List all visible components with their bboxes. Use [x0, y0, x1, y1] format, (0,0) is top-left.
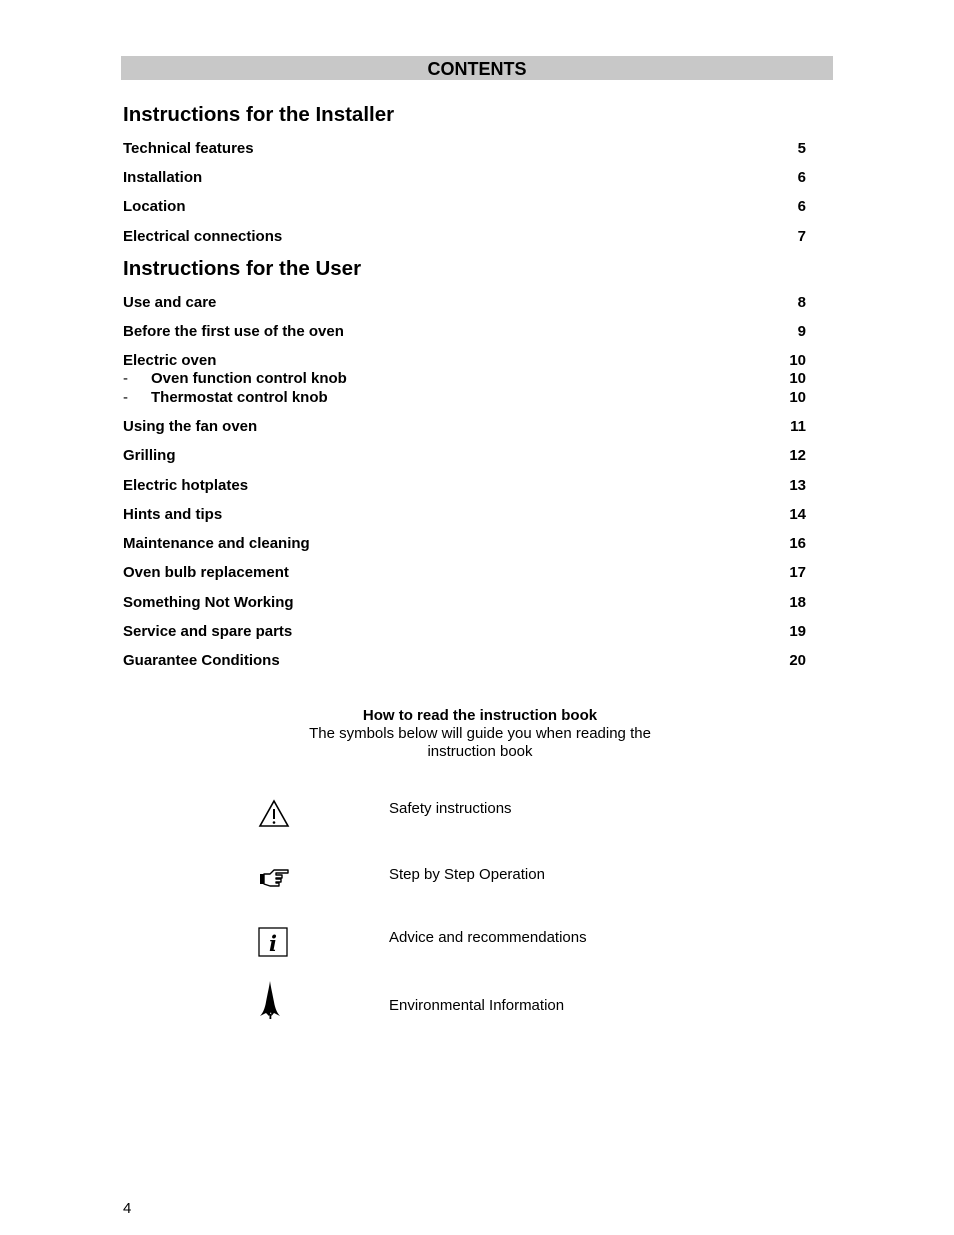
toc-page: 12 [789, 447, 806, 464]
toc-row [123, 622, 806, 641]
toc-label: Installation [123, 169, 203, 186]
user-heading: Instructions for the User [123, 257, 362, 280]
toc-row [123, 563, 806, 582]
toc-label: Service and spare parts [123, 623, 293, 640]
toc-label: Grilling [123, 447, 176, 464]
toc-page: 17 [789, 564, 806, 581]
howto-line: instruction book [427, 743, 533, 760]
toc-page: 16 [789, 535, 806, 552]
toc-page: 11 [790, 418, 806, 435]
toc-row [123, 417, 806, 436]
toc-page: 9 [797, 323, 806, 340]
toc-row [123, 446, 806, 465]
toc-label: Electric hotplates [123, 477, 249, 494]
toc-label: Before the first use of the oven [123, 323, 344, 340]
toc-label: Technical features [123, 140, 254, 157]
warning-triangle-icon [258, 798, 290, 834]
toc-page: 10 [789, 389, 806, 406]
toc-row [123, 322, 806, 341]
toc-row [123, 351, 806, 370]
toc-row [123, 139, 806, 158]
toc-label: Something Not Working [123, 594, 294, 611]
installer-heading: Instructions for the Installer [123, 103, 395, 126]
symbol-label: Environmental Information [389, 997, 565, 1014]
toc-label: Location [123, 198, 186, 215]
info-icon [258, 927, 290, 963]
toc-page: 8 [797, 294, 806, 311]
toc-row [123, 476, 806, 495]
symbol-label: Safety instructions [389, 800, 512, 817]
toc-label: Guarantee Conditions [123, 652, 280, 669]
toc-label: Hints and tips [123, 506, 223, 523]
toc-row [123, 505, 806, 524]
toc-row [123, 168, 806, 187]
pointing-hand-icon [258, 866, 290, 902]
toc-page: 10 [789, 352, 806, 369]
toc-row [123, 227, 806, 246]
toc-label: Use and care [123, 294, 217, 311]
toc-dash: - [123, 389, 128, 406]
toc-page: 19 [789, 623, 806, 640]
symbol-label: Advice and recommendations [389, 929, 587, 946]
howto-title: How to read the instruction book [362, 707, 598, 724]
toc-subrow [123, 369, 806, 388]
toc-page: 10 [789, 370, 806, 387]
toc-row [123, 534, 806, 553]
toc-label: Maintenance and cleaning [123, 535, 310, 552]
toc-page: 7 [797, 228, 806, 245]
toc-row [123, 293, 806, 312]
toc-page: 6 [797, 198, 806, 215]
toc-label: Oven bulb replacement [123, 564, 289, 581]
howto-block [290, 707, 670, 761]
toc-label: Electric oven [123, 352, 217, 369]
toc-label: Thermostat control knob [151, 389, 328, 406]
toc-row [123, 197, 806, 216]
svg-text:i: i [269, 931, 277, 956]
toc-page: 14 [789, 506, 806, 523]
toc-dash: - [123, 370, 128, 387]
toc-row [123, 593, 806, 612]
page-number: 4 [123, 1200, 132, 1217]
toc-label: Using the fan oven [123, 418, 258, 435]
symbol-label: Step by Step Operation [389, 866, 545, 883]
toc-label: Oven function control knob [151, 370, 347, 387]
toc-page: 13 [789, 477, 806, 494]
contents-title: CONTENTS [121, 56, 833, 80]
tree-icon [258, 980, 290, 1016]
toc-subrow [123, 388, 806, 407]
toc-page: 6 [797, 169, 806, 186]
howto-line: The symbols below will guide you when reading the [309, 725, 651, 742]
toc-page: 20 [789, 652, 806, 669]
toc-row [123, 651, 806, 670]
toc-label: Electrical connections [123, 228, 283, 245]
toc-page: 5 [797, 140, 806, 157]
toc-page: 18 [789, 594, 806, 611]
